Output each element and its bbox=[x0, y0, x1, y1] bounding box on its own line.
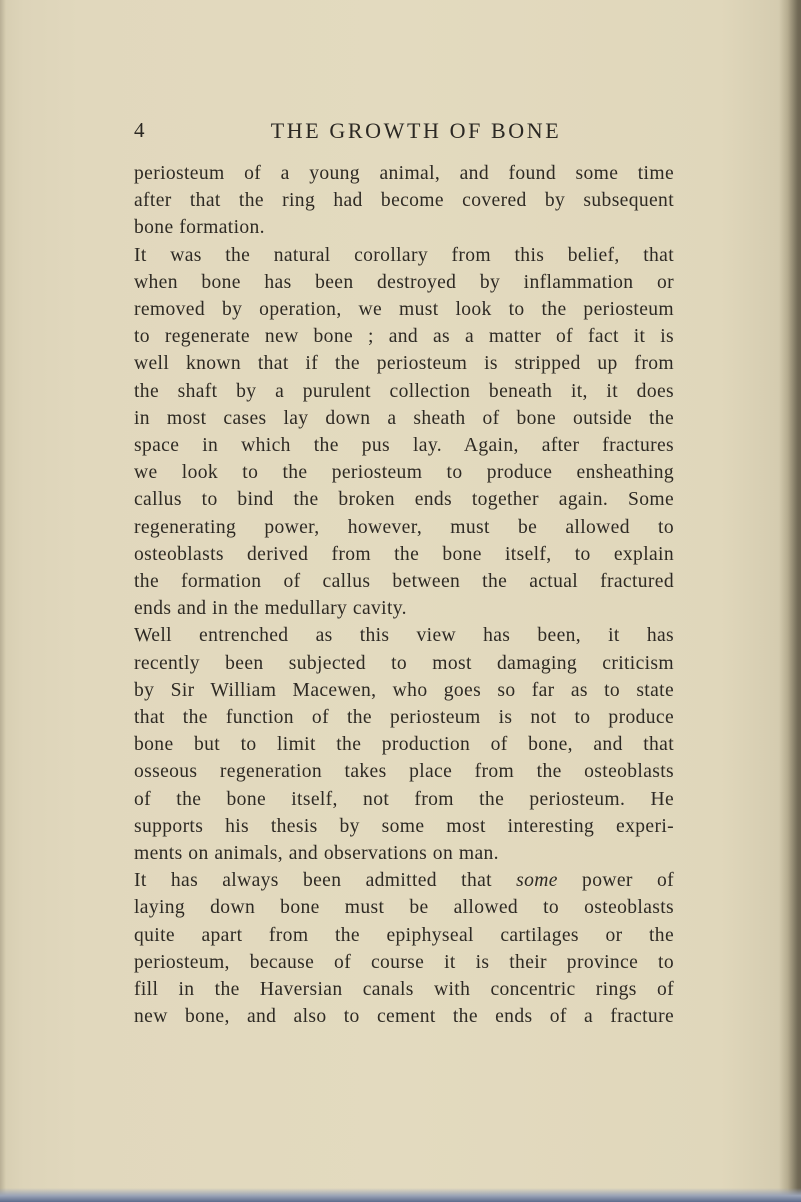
text-line: bone formation. bbox=[134, 217, 265, 239]
text-line: in most cases lay down a sheath of bone outside the bbox=[134, 407, 674, 429]
text-line: recently been subjected to most damaging criticism bbox=[134, 652, 674, 674]
text-line: fill in the Haversian canals with concentric rings of bbox=[134, 979, 674, 1001]
text-line: bone but to limit the production of bone, and that bbox=[134, 734, 674, 756]
running-title: THE GROWTH OF BONE bbox=[270, 118, 562, 143]
body-text bbox=[134, 160, 674, 1031]
text-line-with-emphasis bbox=[134, 867, 674, 894]
text-fragment: It has always been admitted that bbox=[134, 870, 517, 892]
text-line: well known that if the periosteum is stripped up from bbox=[134, 353, 674, 375]
text-line: laying down bone must be allowed to osteoblasts bbox=[134, 897, 674, 919]
text-line: quite apart from the epiphyseal cartilages or the bbox=[134, 924, 674, 946]
page-number: 4 bbox=[134, 118, 146, 142]
emphasis-text: some bbox=[516, 870, 558, 892]
text-line: supports his thesis by some most interesting experi- bbox=[134, 815, 674, 837]
text-fragment: power of bbox=[557, 870, 674, 892]
text-line: removed by operation, we must look to the periosteum bbox=[134, 299, 674, 321]
text-line: callus to bind the broken ends together again. Some bbox=[134, 489, 674, 511]
text-line: by Sir William Macewen, who goes so far as to state bbox=[134, 679, 674, 701]
page-left-edge bbox=[0, 0, 6, 1202]
text-line: ments on animals, and observations on man. bbox=[134, 843, 499, 865]
text-line: we look to the periosteum to produce ensheathing bbox=[134, 462, 674, 484]
text-line: of the bone itself, not from the periosteum. He bbox=[134, 788, 674, 810]
text-line: periosteum of a young animal, and found some time bbox=[134, 163, 674, 184]
text-line: the formation of callus between the actual fractured bbox=[134, 571, 674, 593]
page-bottom-edge bbox=[0, 1188, 801, 1202]
text-line: It was the natural corollary from this belief, that bbox=[134, 244, 674, 266]
text-line: that the function of the periosteum is not to produce bbox=[134, 707, 674, 729]
text-line: space in which the pus lay. Again, after fractures bbox=[134, 435, 674, 457]
page-gutter-shadow bbox=[779, 0, 801, 1202]
text-line: osteoblasts derived from the bone itself, to explain bbox=[134, 543, 674, 565]
text-line: to regenerate new bone ; and as a matter of fact it is bbox=[134, 326, 674, 348]
text-line: Well entrenched as this view has been, it has bbox=[134, 625, 674, 647]
text-line: regenerating power, however, must be allowed to bbox=[134, 516, 674, 538]
text-line: new bone, and also to cement the ends of a fracture bbox=[134, 1006, 674, 1028]
text-line: the shaft by a purulent collection beneath it, it does bbox=[134, 380, 674, 402]
text-line: when bone has been destroyed by inflammation or bbox=[134, 271, 674, 293]
text-line: osseous regeneration takes place from the osteoblasts bbox=[134, 761, 674, 783]
page-header bbox=[134, 118, 678, 146]
text-line: periosteum, because of course it is their province to bbox=[134, 951, 674, 973]
text-line: after that the ring had become covered by subsequent bbox=[134, 190, 674, 212]
text-line: ends and in the medullary cavity. bbox=[134, 598, 407, 620]
